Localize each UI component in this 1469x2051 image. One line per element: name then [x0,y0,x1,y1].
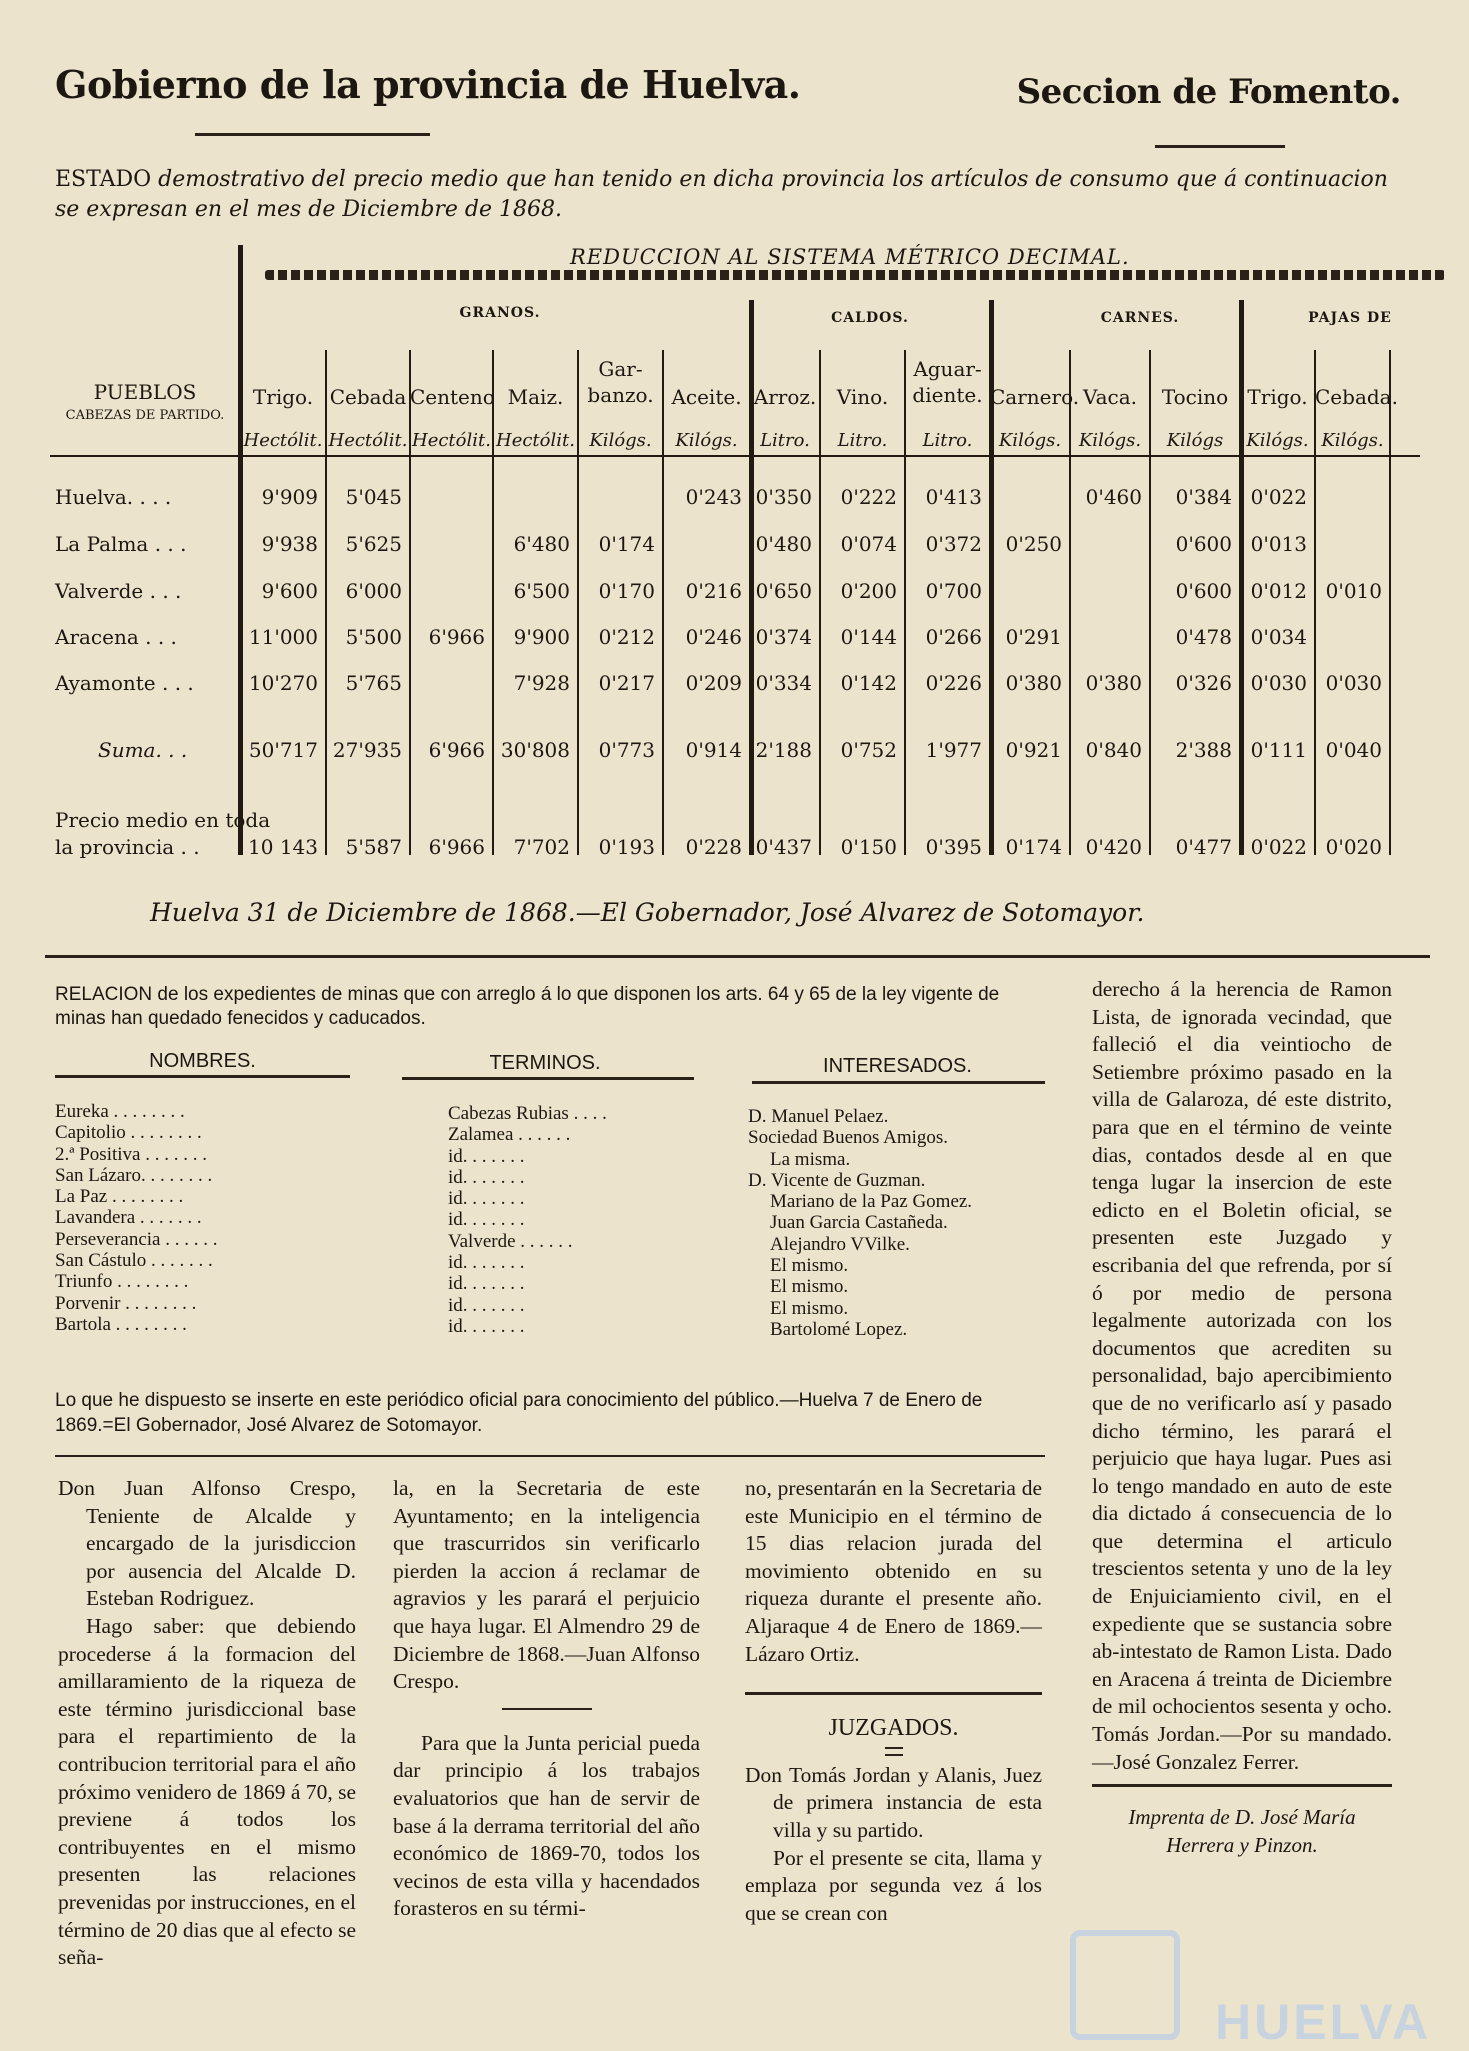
intro-text: demostrativo del precio medio que han tenido en dicha provincia los artículos de consumo que á continuacion se expresan en el mes de Diciembre de 1868. [55,167,1388,222]
col1-p2: Hago saber: que debiendo procederse á la formacion del amillaramiento de la riqueza de este término jurisdiccional base para el repartimiento de la contribucion territorial para el año próximo venidero de 1869 á 70, se previene á todos los contribuyentes en el mismo presenten las relaciones prevenidas por instrucciones, en el término de 20 dias que al efecto se seña- [58,1613,356,1970]
group-granos: GRANOS. [459,305,541,321]
table-cell: 0'209 [685,671,742,695]
table-cell: 5'500 [345,625,402,649]
column-header: Maiz. [507,385,564,409]
intro-lead: ESTADO [55,167,152,192]
column-header: Vaca. [1082,385,1137,409]
table-cell: 6'500 [513,579,570,603]
terminos-item: Valverde . . . . . . [448,1230,573,1252]
table-cell: 0'460 [1085,485,1142,509]
ornament-right [1155,145,1285,148]
terminos-item: id. . . . . . . [448,1294,525,1316]
header-interesados: INTERESADOS. [823,1055,972,1077]
suma-cell: 0'040 [1325,738,1382,762]
rule-1 [45,955,1430,958]
table-cell: 0'074 [840,532,897,556]
interesados-item: Juan Garcia Castañeda. [770,1212,948,1234]
interesados-item: Alejandro VVilke. [770,1233,910,1255]
rule-interesados [752,1081,1045,1084]
unit-label: Kilógs [1166,430,1224,451]
column-rule [409,350,411,855]
table-cell: 5'625 [345,532,402,556]
unit-label: Kilógs. [1321,430,1384,451]
nombres-item: Lavandera . . . . . . . [55,1207,202,1229]
column-header: Vino. [836,385,889,409]
unit-label: Kilógs. [998,430,1062,451]
col3-rule [745,1692,1042,1695]
unit-label: Litro. [922,430,973,451]
table-cell: 5'045 [345,485,402,509]
precio-cell: 0'174 [1005,835,1062,859]
table-cell: 6'480 [513,532,570,556]
table-cell: 0'012 [1250,579,1307,603]
group-pajas: PAJAS DE [1308,310,1392,326]
rule-nombres [55,1075,350,1078]
column-header: Tocino [1161,385,1229,409]
column-header: Trigo. [1247,385,1308,409]
table-cell: 0'200 [840,579,897,603]
table-cell: 0'700 [925,579,982,603]
col2-p2: Para que la Junta pericial pueda dar principio á los trabajos evaluatorios que han de servir de base á la derrama territorial del año económico de 1869-70, todos los vecinos de esta villa y hacendados forasteros en su térmi- [393,1730,700,1921]
table-cell: 9'938 [261,532,318,556]
column-3 [745,1475,1042,1927]
col4-p1: derecho á la herencia de Ramon Lista, de ignorada vecindad, que falleció el dia veintiocho de Setiembre próximo pasado en la villa de Galaroza, dé este distrito, para que en el término de veinte dias, contados desde al en que tenga lugar la insercion de este edicto en el Boletin oficial, se presenten este Juzgado y escribania del que refrenda, por sí ó por medio de persona legalmente autorizada con los documentos que acrediten su personalidad, bajo apercibimiento que de no verificarlo así y pasado dicho término, les parará el perjuicio que haya lugar. Pues asi lo tengo mandado en auto de este dia dictado á consecuencia de lo que determina el articulo trescientos setenta y uno de la ley de Enjuiciamiento civil, en el expediente que se sustancia sobre ab-intestato de Ramon Lista. Dado en Aracena á treinta de Diciembre de mil ochocientos sesenta y ocho. Tomás Jordan.—Por su mandado.—José Gonzalez Ferrer. [1092,977,1392,1774]
table-cell: 0'217 [598,671,655,695]
table-cell: 0'374 [755,625,812,649]
imprenta: Imprenta de D. José María Herrera y Pinzon. [1128,1805,1356,1858]
table-cell: 0'326 [1175,671,1232,695]
table-cell: 10'270 [248,671,318,695]
row-name: Aracena . . . [55,625,177,649]
terminos-item: id. . . . . . . [448,1166,525,1188]
table-cell: 0'600 [1175,532,1232,556]
chain-ornament [265,270,1445,280]
unit-label: Kilógs. [1246,430,1309,451]
terminos-item: id. . . . . . . [448,1145,525,1167]
col2-p1: la, en la Secretaria de este Ayuntamento; en la inteligencia que trascurridos sin verificarlo pierden la accion á reclamar de agravios y les parará el perjuicio que haya lugar. El Almendro 29 de Diciembre de 1868.—Juan Alfonso Crespo. [393,1476,700,1694]
nombres-item: Porvenir . . . . . . . . [55,1292,197,1314]
table-cell: 9'900 [513,625,570,649]
group-caldos: CALDOS. [831,310,909,326]
terminos-item: id. . . . . . . [448,1252,525,1274]
ornament-left [195,133,430,136]
column-rule [1239,300,1244,855]
column-header: Aguar- [913,357,982,381]
column-header: Gar- [598,357,643,381]
table-cell: 0'034 [1250,625,1307,649]
price-table [50,245,1420,865]
unit-label: Hectólit. [328,430,408,451]
table-cell: 0'144 [840,625,897,649]
table-cell: 0'212 [598,625,655,649]
rule-2 [55,1455,1045,1457]
table-cell: 0'413 [925,485,982,509]
table-cell: 0'380 [1005,671,1062,695]
table-cell: 0'384 [1175,485,1232,509]
suma-cell: 0'111 [1250,738,1307,762]
table-cell: 0'013 [1250,532,1307,556]
suma-cell: 0'840 [1085,738,1142,762]
unit-label: Hectólit. [243,430,323,451]
suma-cell: 1'977 [925,738,982,762]
table-cell: 0'030 [1250,671,1307,695]
col1-p1: Don Juan Alfonso Crespo, Teniente de Alcalde y encargado de la jurisdiccion por ausencia del Alcalde D. Esteban Rodriguez. [58,1476,356,1611]
suma-cell: 6'966 [428,738,485,762]
table-cell: 0'372 [925,532,982,556]
table-cell: 0'250 [1005,532,1062,556]
nombres-item: Capitolio . . . . . . . . [55,1122,202,1144]
table-cell: 0'142 [840,671,897,695]
precio-cell: 0'228 [685,835,742,859]
table-cell: 7'928 [513,671,570,695]
interesados-item: Bartolomé Lopez. [770,1318,908,1340]
suma-cell: 27'935 [332,738,402,762]
terminos-item: Cabezas Rubias . . . . [448,1103,607,1124]
interesados-list [748,1106,972,1340]
column-header: Trigo. [252,385,314,409]
suma-cell: 2'388 [1175,738,1232,762]
relacion-text: RELACION de los expedientes de minas que con arreglo á lo que disponen los arts. 64 y 65 de la ley vigente de minas han quedado fenecidos y caducados. [55,984,1000,1029]
precio-cell: 7'702 [513,835,570,859]
table-cell: 0'222 [840,485,897,509]
reduccion-title: REDUCCION AL SISTEMA MÉTRICO DECIMAL. [570,245,1130,269]
table-cell: 0'480 [755,532,812,556]
terminos-list [448,1103,607,1337]
pueblos-label: PUEBLOS [93,380,197,404]
terminos-item: Zalamea . . . . . . [448,1124,571,1146]
nombres-item: San Lázaro. . . . . . . . [55,1164,213,1186]
precio-cell: 6'966 [428,835,485,859]
precio-name-2: la provincia . . [55,835,200,859]
table-cell: 11'000 [248,625,318,649]
interesados-item: D. Vicente de Guzman. [748,1169,926,1191]
column-header: Cebada [329,385,407,409]
column-rule [1069,350,1071,855]
column-4 [1092,976,1392,1859]
header-nombres: NOMBRES. [149,1050,256,1072]
unit-label: Litro. [837,430,888,451]
nombres-item: Bartola . . . . . . . . [55,1313,187,1335]
nombres-list [55,1101,218,1335]
suma-cell: 0'773 [598,738,655,762]
unit-label: Kilógs. [589,430,652,451]
interesados-item: Mariano de la Paz Gomez. [770,1191,973,1213]
table-cell: 0'170 [598,579,655,603]
column-header: diente. [912,383,983,407]
table-cell: 6'000 [345,579,402,603]
table-cell: 9'909 [261,485,318,509]
col3-p2: Don Tomás Jordan y Alanis, Juez de primera instancia de esta villa y su partido. [745,1762,1042,1842]
column-header: banzo. [587,383,654,407]
table-cell: 0'650 [755,579,812,603]
precio-cell: 0'437 [755,835,812,859]
row-name: Ayamonte . . . [55,671,194,695]
table-cell: 0'350 [755,485,812,509]
table-cell: 0'226 [925,671,982,695]
interesados-item: La misma. [770,1148,851,1170]
column-header: Carnero. [990,385,1080,409]
table-cell: 0'243 [685,485,742,509]
col3-p1: no, presentarán en la Secretaria de este Municipio en el término de 15 dias relacion jurada del movimiento obtenido en su riqueza durante el presente año. Aljaraque 4 de Enero de 1869.—Lázaro Ortiz. [745,1476,1042,1666]
nombres-item: Eureka . . . . . . . . [55,1101,185,1122]
precio-cell: 0'020 [1325,835,1382,859]
row-name: La Palma . . . [55,532,187,556]
group-carnes: CARNES. [1100,310,1180,326]
row-name: Valverde . . . [55,579,182,603]
interesados-item: Sociedad Buenos Amigos. [748,1127,949,1149]
unit-label: Hectólit. [496,430,575,451]
col3-p3: Por el presente se cita, llama y emplaza por segunda vez á los que se crean con [745,1845,1042,1925]
unit-label: Litro. [760,430,810,451]
table-cell: 0'334 [755,671,812,695]
watermark-shield-icon [1070,1930,1180,2040]
relacion-final: Lo que he dispuesto se inserte en este periódico oficial para conocimiento del público.—Huelva 7 de Enero de 1869.=El Gobernador, José Alvarez de Sotomayor. [55,1390,983,1436]
interesados-item: El mismo. [770,1276,849,1298]
rule-terminos [402,1077,694,1080]
watermark: HUELVA [1215,1994,1432,2050]
suma-cell: 0'921 [1005,738,1062,762]
suma-cell: 50'717 [248,738,318,762]
interesados-item: D. Manuel Pelaez. [748,1106,889,1127]
unit-label: Kilógs. [1078,430,1142,451]
nombres-item: Triunfo . . . . . . . . [55,1271,189,1293]
table-cell: 0'216 [685,579,742,603]
juzgados-mark [885,1747,903,1756]
table-cell: 0'022 [1250,485,1307,509]
unit-label: Hectólit. [412,430,491,451]
column-header: Arroz. [753,385,817,409]
nombres-item: 2.ª Positiva . . . . . . . [55,1143,207,1165]
col2-rule [502,1708,592,1710]
table-cell: 0'478 [1175,625,1232,649]
table-cell: 0'266 [925,625,982,649]
table-cell: 6'966 [428,625,485,649]
precio-cell: 0'022 [1250,835,1307,859]
table-cell: 0'010 [1325,579,1382,603]
signature: Huelva 31 de Diciembre de 1868.—El Gobernador, José Alvarez de Sotomayor. [150,898,1145,927]
column-1 [58,1475,356,1972]
precio-cell: 0'193 [598,835,655,859]
interesados-item: El mismo. [770,1255,849,1277]
table-cell: 0'246 [685,625,742,649]
header-left: Gobierno de la provincia de Huelva. [55,62,801,107]
nombres-item: San Cástulo . . . . . . . [55,1250,213,1272]
header-terminos: TERMINOS. [489,1052,601,1074]
precio-cell: 0'420 [1085,835,1142,859]
precio-cell: 0'150 [840,835,897,859]
column-header: Centeno [410,385,495,409]
col4-rule [1092,1784,1392,1787]
table-cell: 0'030 [1325,671,1382,695]
nombres-item: La Paz . . . . . . . . [55,1186,184,1208]
nombres-item: Perseverancia . . . . . . [55,1228,218,1250]
column-rule [1389,350,1391,855]
table-cell: 0'600 [1175,579,1232,603]
terminos-item: id. . . . . . . [448,1188,525,1210]
suma-cell: 0'752 [840,738,897,762]
suma-name: Suma. . . [98,738,188,762]
suma-cell: 2'188 [755,738,812,762]
table-cell: 9'600 [261,579,318,603]
terminos-item: id. . . . . . . [448,1273,525,1295]
column-header: Aceite. [671,385,742,409]
column-rule [749,300,754,855]
juzgados-title: JUZGADOS. [828,1715,959,1742]
column-2 [393,1475,700,1923]
precio-name-1: Precio medio en toda [55,808,271,832]
table-cell: 5'765 [345,671,402,695]
table-cell: 0'380 [1085,671,1142,695]
table-cell: 0'291 [1005,625,1062,649]
row-name: Huelva. . . . [55,485,172,509]
cabezas-label: CABEZAS DE PARTIDO. [65,408,225,423]
terminos-item: id. . . . . . . [448,1315,525,1337]
precio-cell: 5'587 [345,835,402,859]
precio-cell: 10 143 [248,835,318,859]
terminos-item: id. . . . . . . [448,1209,525,1231]
interesados-item: El mismo. [770,1297,849,1319]
table-cell: 0'174 [598,532,655,556]
header-rule [50,455,1420,457]
unit-label: Kilógs. [675,430,738,451]
suma-cell: 0'914 [685,738,742,762]
precio-cell: 0'395 [925,835,982,859]
precio-cell: 0'477 [1175,835,1232,859]
header-right: Seccion de Fomento. [1016,72,1401,112]
column-header: Cebada. [1315,385,1398,409]
suma-cell: 30'808 [500,738,570,762]
intro [55,165,1405,225]
